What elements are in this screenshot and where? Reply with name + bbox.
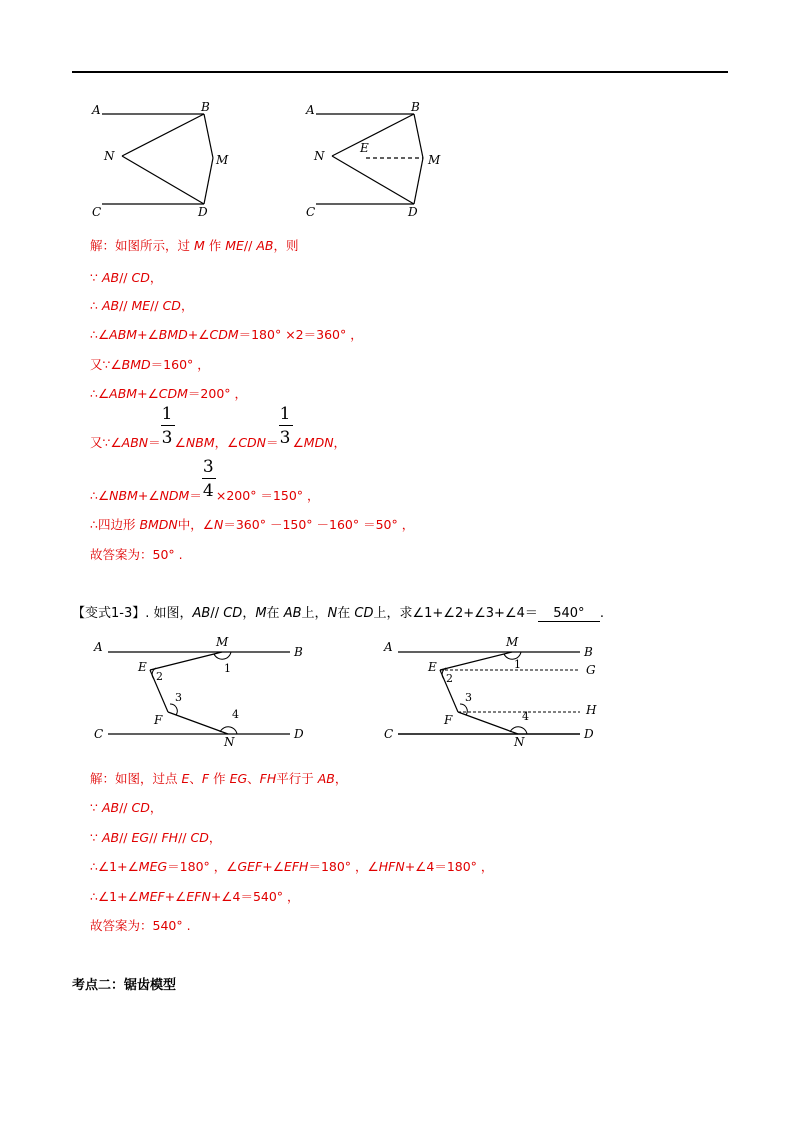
label-C: C bbox=[94, 727, 104, 741]
label-H: H bbox=[586, 703, 597, 717]
solution-1-line-3: ∴ AB// ME// CD， bbox=[90, 298, 194, 313]
label-C: C bbox=[384, 727, 394, 741]
figure-1-left bbox=[88, 98, 238, 220]
label-N: N bbox=[514, 735, 525, 749]
label-N: N bbox=[104, 149, 115, 163]
variant-question: 【变式1-3】. 如图，AB// CD，M在 AB上，N在 CD上，求∠1+∠2+∠3+∠4＝ 540° . bbox=[72, 606, 605, 621]
solution-1-line-7: 又∵∠ABN＝ $\frac{1}{3}$ ∠NBM，∠CDN＝ $\frac{1}{3}$ ∠MDN， bbox=[90, 404, 347, 450]
label-N: N bbox=[314, 149, 325, 163]
fraction-one-third: $\frac{1}{3}$ bbox=[279, 446, 293, 447]
solution-1-line-8: ∴∠NBM+∠NDM＝ $\frac{3}{4}$ ×200° ＝150° ， bbox=[90, 457, 320, 503]
label-E: E bbox=[428, 660, 437, 674]
label-2: 2 bbox=[446, 672, 453, 685]
label-E: E bbox=[138, 660, 147, 674]
label-D: D bbox=[584, 727, 594, 741]
label-M: M bbox=[216, 635, 229, 649]
label-A: A bbox=[94, 640, 103, 654]
solution-1-line-1: 解：如图所示，过 M 作 ME// AB，则 bbox=[90, 238, 299, 253]
solution-1-line-5: 又∵∠BMD＝160° ， bbox=[90, 357, 210, 372]
fraction-three-quarters: $\frac{3}{4}$ bbox=[202, 499, 216, 500]
label-4: 4 bbox=[232, 708, 239, 721]
solution-2-line-1: 解：如图，过点 E、F 作 EG、FH平行于 AB， bbox=[90, 771, 348, 786]
label-M: M bbox=[428, 153, 441, 167]
label-A: A bbox=[384, 640, 393, 654]
fraction-one-third: $\frac{1}{3}$ bbox=[161, 446, 175, 447]
label-B: B bbox=[411, 100, 420, 114]
figure-2-left bbox=[90, 634, 320, 750]
label-1: 1 bbox=[224, 662, 231, 675]
label-B: B bbox=[294, 645, 303, 659]
label-3: 3 bbox=[465, 691, 472, 704]
label-F: F bbox=[444, 713, 453, 727]
label-N: N bbox=[224, 735, 235, 749]
label-A: A bbox=[306, 103, 315, 117]
label-F: F bbox=[154, 713, 163, 727]
solution-2-line-2: ∵ AB// CD， bbox=[90, 800, 163, 815]
solution-2-line-6: 故答案为：540° . bbox=[90, 918, 191, 933]
solution-1-line-4: ∴∠ABM+∠BMD+∠CDM＝180° ×2＝360° ， bbox=[90, 327, 363, 342]
solution-2-line-5: ∴∠1+∠MEF+∠EFN+∠4＝540° ， bbox=[90, 889, 300, 904]
solution-2-line-3: ∵ AB// EG// FH// CD， bbox=[90, 830, 222, 845]
solution-2-line-4: ∴∠1+∠MEG＝180° ，∠GEF+∠EFH＝180° ，∠HFN+∠4＝180° ， bbox=[90, 859, 494, 874]
figure-2-right bbox=[380, 634, 610, 750]
label-1: 1 bbox=[514, 658, 521, 671]
label-2: 2 bbox=[156, 670, 163, 683]
label-A: A bbox=[92, 103, 101, 117]
section-heading: 考点二：锯齿模型 bbox=[72, 978, 177, 993]
label-B: B bbox=[584, 645, 593, 659]
label-E: E bbox=[360, 141, 369, 155]
label-G: G bbox=[586, 663, 596, 677]
label-B: B bbox=[201, 100, 210, 114]
label-D: D bbox=[198, 205, 208, 219]
solution-1-line-9: ∴四边形 BMDN中，∠N＝360° －150° －160° ＝50° ， bbox=[90, 517, 415, 532]
answer-blank: 540° bbox=[538, 606, 600, 622]
header-rule bbox=[72, 71, 728, 73]
label-D: D bbox=[294, 727, 304, 741]
solution-1-line-6: ∴∠ABM+∠CDM＝200° ， bbox=[90, 386, 248, 401]
label-C: C bbox=[306, 205, 316, 219]
label-C: C bbox=[92, 205, 102, 219]
label-4: 4 bbox=[522, 710, 529, 723]
label-M: M bbox=[506, 635, 519, 649]
label-3: 3 bbox=[175, 691, 182, 704]
label-M: M bbox=[216, 153, 229, 167]
solution-1-line-2: ∵ AB// CD， bbox=[90, 270, 163, 285]
solution-1-line-10: 故答案为：50° . bbox=[90, 547, 183, 562]
label-D: D bbox=[408, 205, 418, 219]
figure-1-right bbox=[302, 98, 462, 220]
